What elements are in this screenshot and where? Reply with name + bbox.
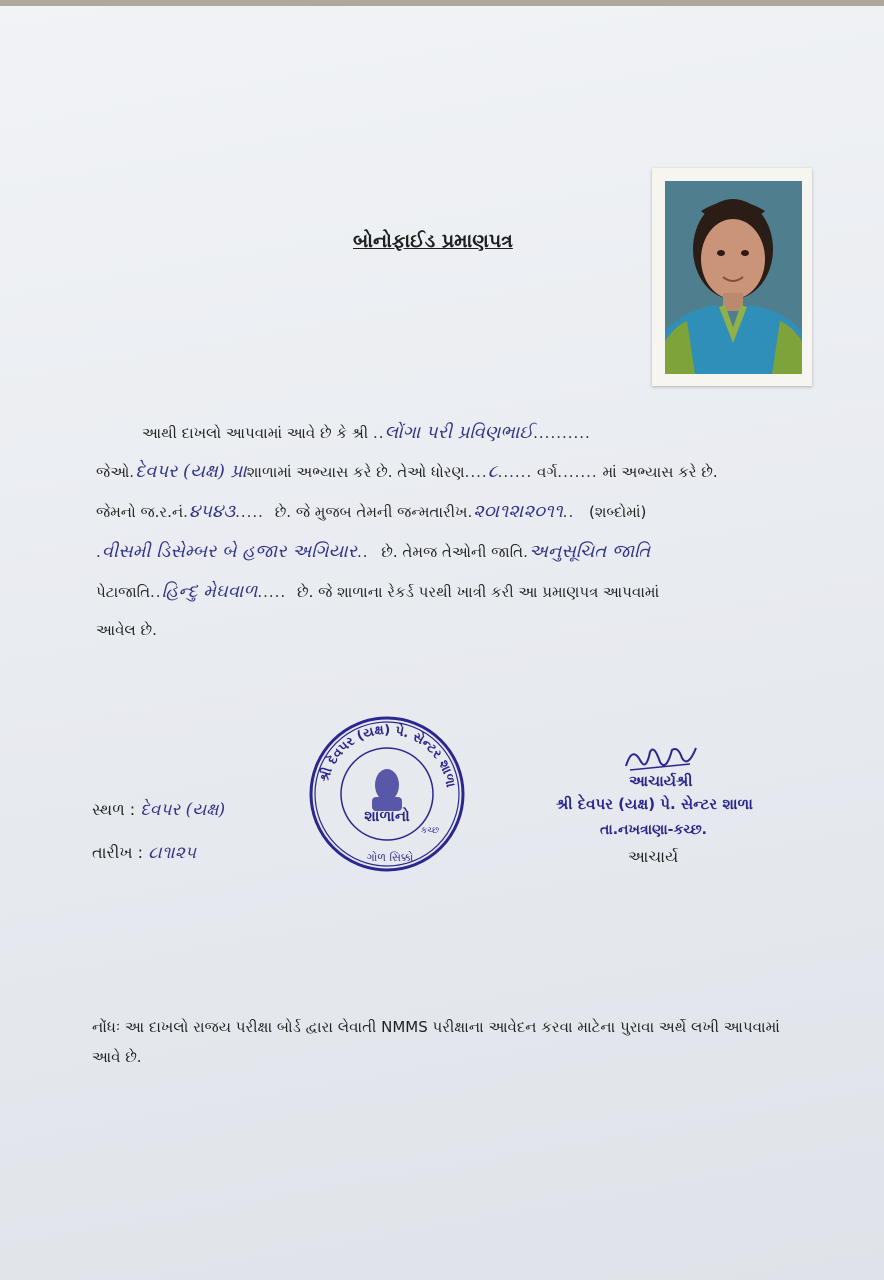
body-line-3: જેમનો જ.ર.નં.૪૫૪૩..... છે. જે મુજબ તેમની જન્મતારીખ.૨૦।૧૨।૨૦૧૧.. (શબ્દોમાં)	[96, 501, 647, 522]
principal-role-stamp: આચાર્યશ્રી	[629, 772, 693, 790]
sub-caste-value: હિન્દુ મેઘવાળ	[161, 581, 258, 602]
place-field: સ્થળ : દેવપર (યક્ષ)	[92, 800, 226, 820]
principal-school-stamp: શ્રી દેવપર (યક્ષ) પે. સેન્ટર શાળા	[556, 795, 753, 813]
principal-taluka-stamp: તા.નખત્રાણા-કચ્છ.	[600, 822, 707, 838]
place-value: દેવપર (યક્ષ)	[140, 800, 226, 820]
student-name: લોંગા પરી પ્રવિણભાઈ	[384, 422, 534, 443]
body-line-4: .વીસમી ડિસેમ્બર બે હજાર અગિયાર.. છે. તેમજ તેઓની જાતિ.અનુસૂચિત જાતિ	[96, 541, 651, 562]
seal-district-text: કચ્છ	[420, 826, 440, 836]
seal-center-text: શાળાનો	[364, 807, 410, 825]
caste-value: અનુસૂચિત જાતિ	[528, 541, 651, 562]
date-field: તારીખ : ૮।૧।૨૫	[92, 843, 197, 863]
certificate-title: બોનોફાઈડ પ્રમાણપત્ર	[353, 230, 513, 252]
school-seal	[308, 715, 466, 873]
body-line-2: જેઓ.દેવપર (યક્ષ) પ્રાશાળામાં અભ્યાસ કરે છે. તેઓ ધોરણ....૮...... વર્ગ....... માં અભ્યાસ કરે છે.	[96, 461, 718, 482]
footnote: નોંધઃ આ દાખલો રાજય પરીક્ષા બોર્ડ દ્વારા લેવાતી NMMS પરીક્ષાના આવેદન કરવા માટેના પુરાવા અર્થે લખી આપવામાં આવે છે.	[92, 1018, 780, 1066]
seal-bottom-text: ગોળ સિક્કો	[366, 851, 414, 864]
intro-text: આથી દાખલો આપવામાં આવે છે કે શ્રી	[142, 424, 369, 442]
date-value: ૮।૧।૨૫	[148, 843, 197, 863]
signature-scribble	[620, 742, 700, 776]
seal-ring-text: શ્રી દેવપર (યક્ષ) પે. સેન્ટર શાળા	[317, 722, 458, 789]
photo-image	[665, 181, 802, 374]
body-line-5: પેટાજાતિ..હિન્દુ મેઘવાળ..... છે. જે શાળાના રેકર્ડ પરથી ખાત્રી કરી આ પ્રમાણપત્ર આપવામાં	[96, 581, 660, 602]
birth-date: ૨૦।૧૨।૨૦૧૧	[473, 501, 563, 522]
body-line-6: આવેલ છે.	[96, 621, 157, 639]
school-name-handwritten: દેવપર (યક્ષ) પ્રા	[135, 461, 247, 482]
standard-value: ૮	[487, 461, 498, 482]
student-photo	[652, 168, 812, 386]
birth-date-words: વીસમી ડિસેમ્બર બે હજાર અગિયાર	[101, 541, 357, 562]
principal-role-printed: આચાર્ય	[628, 847, 679, 866]
table-edge	[0, 0, 884, 6]
gr-number: ૪૫૪૩	[188, 501, 236, 522]
body-line-1: આથી દાખલો આપવામાં આવે છે કે શ્રી ..લોંગા પરી પ્રવિણભાઈ..........	[142, 422, 591, 443]
